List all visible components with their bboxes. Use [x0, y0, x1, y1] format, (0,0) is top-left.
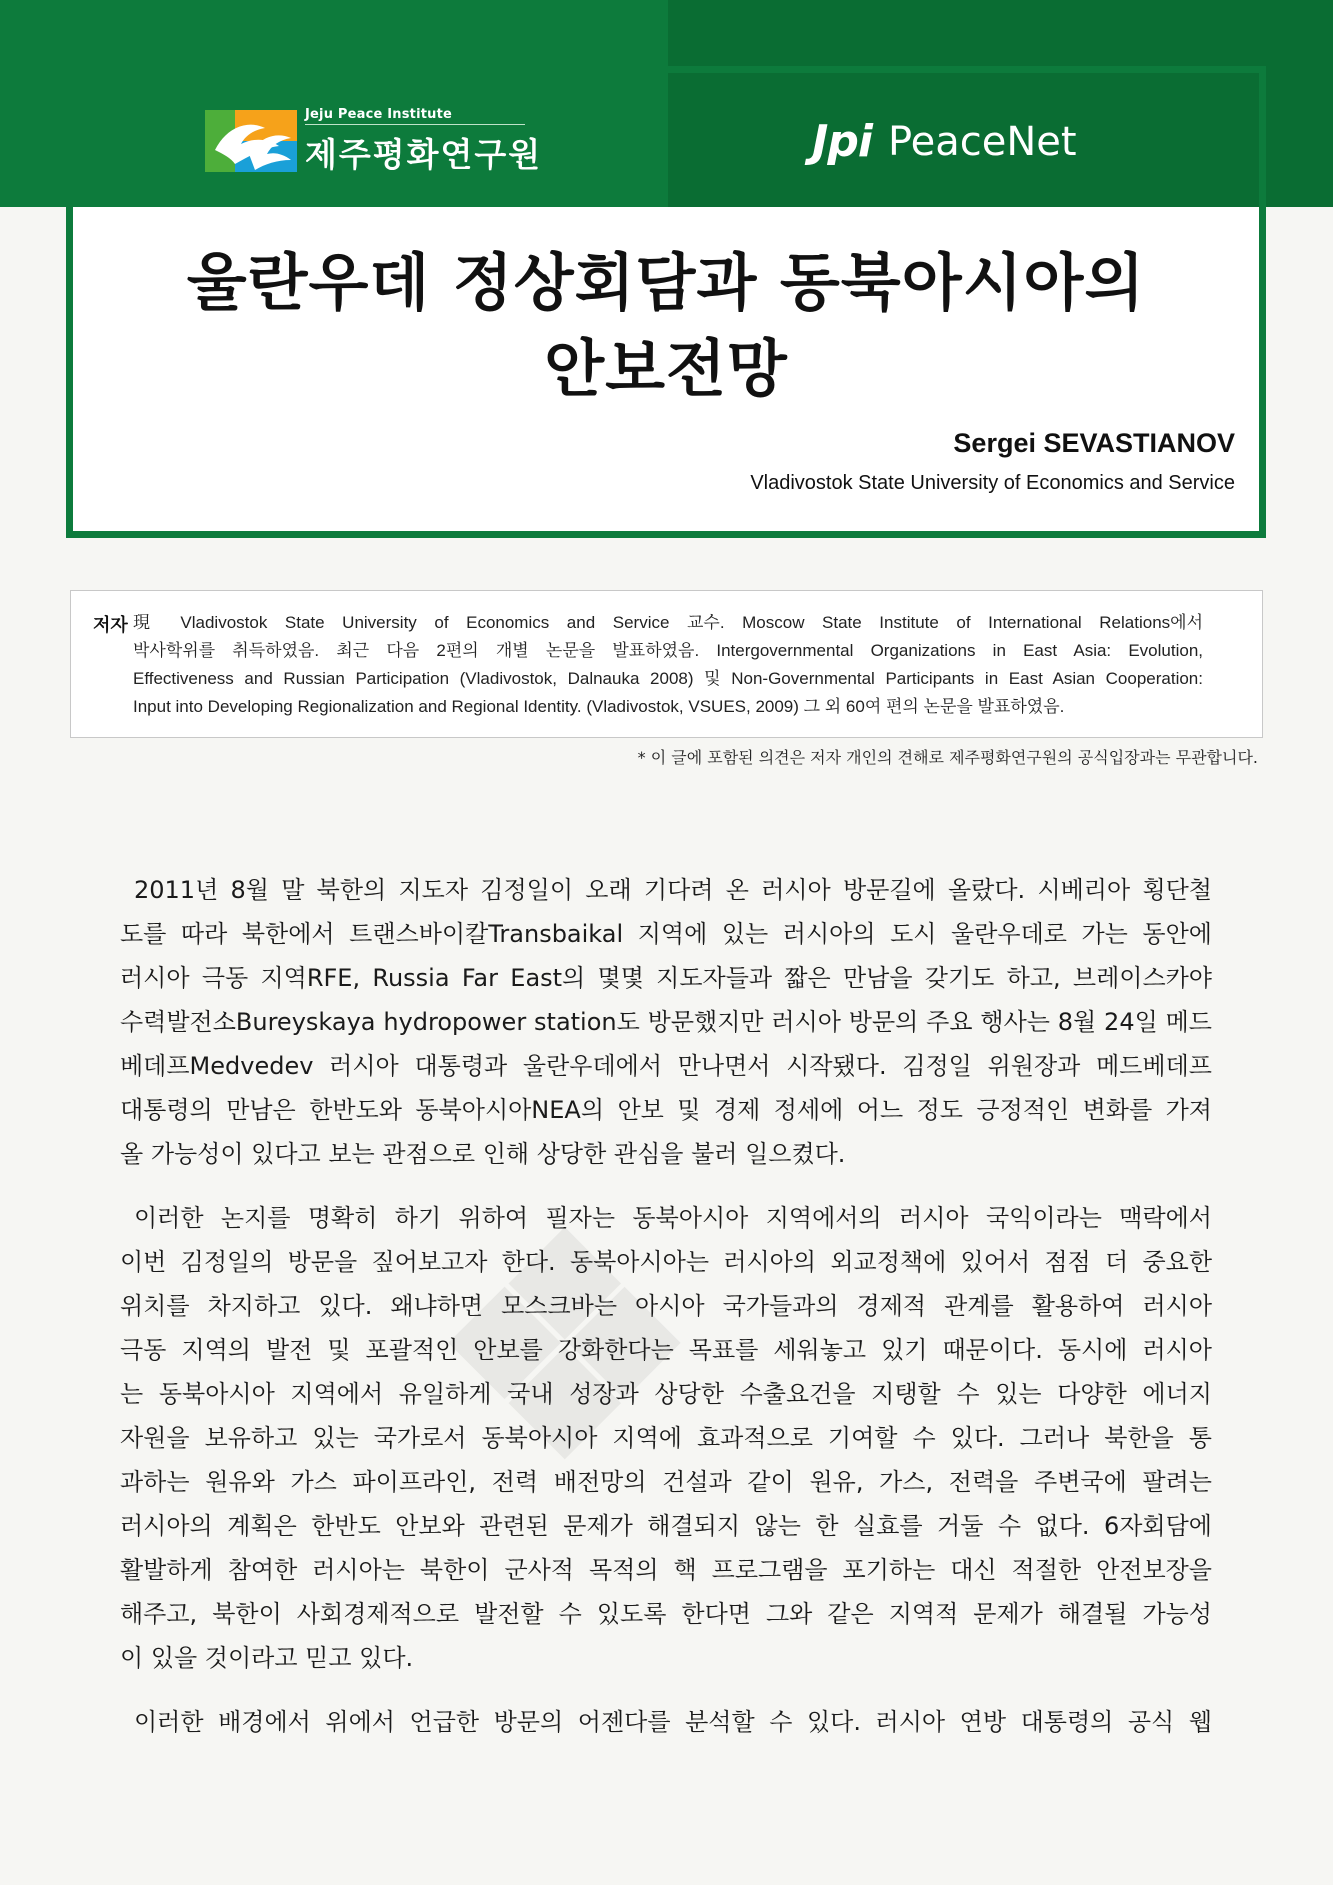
text-line: 이 있을 것이라고 믿고 있다.: [120, 1644, 414, 1672]
text-line: 과하는 원유와 가스 파이프라인, 전력 배전망의 건설과 같이 원유, 가스, 전력을 주변국에 팔려는: [120, 1468, 1212, 1496]
title-line-1: 울란우데 정상회담과 동북아시아의: [186, 246, 1146, 319]
bio-label: 저자: [93, 615, 128, 636]
page-title: [73, 240, 1259, 412]
text-line: 올 가능성이 있다고 보는 관점으로 인해 상당한 관심을 불러 일으켰다.: [120, 1140, 846, 1168]
bio-line: 現 Vladivostok State University of Economics and Service 교수. Moscow State Institute of International Relations에서: [133, 613, 1203, 632]
bio-text: [133, 609, 1313, 721]
jeju-peace-institute-logo: [205, 108, 542, 174]
text-line: 도를 따라 북한에서 트랜스바이칼Transbaikal 지역에 있는 러시아의 도시 울란우데로 가는 동안에: [120, 920, 1212, 948]
bio-line: 박사학위를 취득하였음. 최근 다음 2편의 개별 논문을 발표하였음. Intergovernmental Organizations in East Asia: Evolution,: [133, 641, 1203, 660]
text-line: 활발하게 참여한 러시아는 북한이 군사적 목적의 핵 프로그램을 포기하는 대신 적절한 안전보장을: [120, 1556, 1212, 1584]
disclaimer: * 이 글에 포함된 의견은 저자 개인의 견해로 제주평화연구원의 공식입장과는 무관합니다.: [637, 748, 1258, 767]
jpi-mark: Jpi: [812, 116, 872, 167]
text-line: 이번 김정일의 방문을 짚어보고자 한다. 동북아시아는 러시아의 외교정책에 있어서 점점 더 중요한: [120, 1248, 1212, 1276]
bio-line: Input into Developing Regionalization and Regional Identity. (Vladivostok, VSUES, 2009) 그 외 60여 편의 논문을 발표하였음.: [133, 697, 1065, 716]
title-line-2: 안보전망: [544, 332, 788, 405]
watermark-icon: ❖: [430, 1170, 699, 1523]
text-line: 2011년 8월 말 북한의 지도자 김정일이 오래 기다려 온 러시아 방문길에 올랐다. 시베리아 횡단철: [134, 876, 1212, 904]
paragraph: [120, 1700, 1212, 1744]
text-line: 는 동북아시아 지역에서 유일하게 국내 성장과 상당한 수출요건을 지탱할 수 있는 다양한 에너지: [120, 1380, 1212, 1408]
text-line: 자원을 보유하고 있는 국가로서 동북아시아 지역에 효과적으로 기여할 수 있다. 그러나 북한을 통: [120, 1424, 1212, 1452]
paragraph: [120, 868, 1212, 1176]
bio-line: Effectiveness and Russian Participation (Vladivostok, Dalnauka 2008) 및 Non-Governmental Participants in East Asian Cooperation:: [133, 669, 1203, 688]
dove-logo-icon: [205, 110, 297, 172]
peacenet-logo: [812, 116, 1077, 167]
text-line: 해주고, 북한이 사회경제적으로 발전할 수 있도록 한다면 그와 같은 지역적 문제가 해결될 가능성: [120, 1600, 1212, 1628]
text-line: 러시아 극동 지역RFE, Russia Far East의 몇몇 지도자들과 짧은 만남을 갖기도 하고, 브레이스카야: [120, 964, 1212, 992]
text-line: 이러한 배경에서 위에서 언급한 방문의 어젠다를 분석할 수 있다. 러시아 연방 대통령의 공식 웹: [134, 1708, 1212, 1736]
author-affiliation: Vladivostok State University of Economics and Service: [750, 472, 1235, 494]
text-line: 러시아의 계획은 한반도 안보와 관련된 문제가 해결되지 않는 한 실효를 거둘 수 없다. 6자회담에: [120, 1512, 1212, 1540]
text-line: 대통령의 만남은 한반도와 동북아시아NEA의 안보 및 경제 정세에 어느 정도 긍정적인 변화를 가져: [120, 1096, 1212, 1124]
text-line: 수력발전소Bureyskaya hydropower station도 방문했지만 러시아 방문의 주요 행사는 8월 24일 메드: [120, 1008, 1212, 1036]
peacenet-name: PeaceNet: [887, 118, 1077, 165]
text-line: 극동 지역의 발전 및 포괄적인 안보를 강화한다는 목표를 세워놓고 있기 때문이다. 동시에 러시아: [120, 1336, 1212, 1364]
author-bio-box: [70, 590, 1263, 738]
logo-korean-name: 제주평화연구원: [305, 134, 543, 174]
text-line: 위치를 차지하고 있다. 왜냐하면 모스크바는 아시아 국가들과의 경제적 관계를 활용하여 러시아: [120, 1292, 1212, 1320]
author-name: Sergei SEVASTIANOV: [953, 428, 1235, 458]
paragraph: [120, 1196, 1212, 1680]
text-line: 이러한 논지를 명확히 하기 위하여 필자는 동북아시아 지역에서의 러시아 국익이라는 맥락에서: [134, 1204, 1212, 1232]
article-body: [120, 868, 1212, 1764]
logo-english-name: Jeju Peace Institute: [305, 107, 525, 125]
text-line: 베데프Medvedev 러시아 대통령과 울란우데에서 만나면서 시작됐다. 김정일 위원장과 메드베데프: [120, 1052, 1212, 1080]
